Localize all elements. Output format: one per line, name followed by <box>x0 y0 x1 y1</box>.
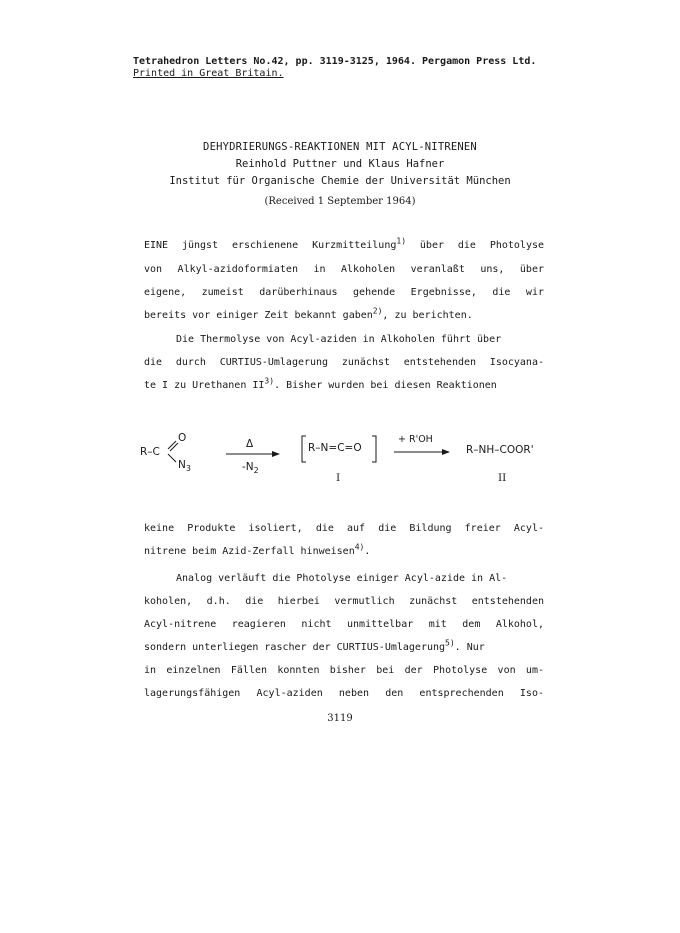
footnote-ref: 1) <box>396 236 407 246</box>
printed-notice: Printed in Great Britain. <box>133 68 284 79</box>
footnote-ref: 4) <box>354 542 365 552</box>
text-line: eigene, zumeist darüberhinaus gehende Ergebnisse, die wir <box>144 287 544 298</box>
isocyanate-intermediate: R–N=C=O <box>308 442 362 454</box>
text-line: von Alkyl-azidoformiaten in Alkoholen veranlaßt uns, über <box>144 264 544 275</box>
page-number: 3119 <box>327 713 353 724</box>
text-line: Analog verläuft die Photolyse einiger Acyl-azide in Al- <box>176 573 508 584</box>
article-institute: Institut für Organische Chemie der Universität München <box>169 175 511 187</box>
reaction-arrow-1 <box>226 450 280 458</box>
text-line: koholen, d.h. die hierbei vermutlich zunächst entstehenden <box>144 596 544 607</box>
text-line: bereits vor einiger Zeit bekannt gaben$^{2)}$, zu berichten. <box>144 306 473 321</box>
nitrogen-loss: $-N_2$ <box>242 461 259 476</box>
text-line: Acyl-nitrene reagieren nicht unmittelbar mit dem Alkohol, <box>144 619 544 630</box>
journal-header <box>133 56 536 80</box>
text-line: Die Thermolyse von Acyl-aziden in Alkoholen führt über <box>176 334 502 345</box>
footnote-ref: 5) <box>445 638 455 648</box>
reactant-rc: R–C <box>140 446 160 458</box>
journal-citation: Tetrahedron Letters No.42, pp. 3119-3125, 1964. Pergamon Press Ltd. <box>133 56 537 67</box>
received-date: (Received 1 September 1964) <box>264 196 416 207</box>
text-line: nitrene beim Azid-Zerfall hinweisen$^{4)}$. <box>144 542 371 557</box>
footnote-ref: 3) <box>264 376 275 386</box>
footnote-ref: 2) <box>372 306 383 316</box>
text-line: EINE jüngst erschienene Kurzmitteilung$^{1)}$ über die Photolyse <box>144 236 544 251</box>
text-line: die durch CURTIUS-Umlagerung zunächst entstehenden Isocyana- <box>144 357 544 368</box>
text-line: sondern unterliegen rascher der CURTIUS-Umlagerung$^{5)}$. Nur <box>144 638 485 653</box>
reactant-oxygen: O <box>178 432 187 444</box>
reactant-azide: $N_3$ <box>178 459 191 474</box>
reaction-arrow-2 <box>394 448 450 456</box>
text-line: in einzelnen Fällen konnten bisher bei der Photolyse von um- <box>144 665 544 676</box>
text-line: lagerungsfähigen Acyl-aziden neben den entsprechenden Iso- <box>144 688 544 699</box>
urethane-product: R–NH–COOR' <box>466 444 534 456</box>
text-line: keine Produkte isoliert, die auf die Bildung freier Acyl- <box>144 523 544 534</box>
product-label: II <box>498 472 507 484</box>
reaction-scheme <box>140 428 560 488</box>
article-authors: Reinhold Puttner und Klaus Hafner <box>235 158 445 170</box>
intermediate-label: I <box>336 472 341 484</box>
text-line: te I zu Urethanen II$^{3)}$. Bisher wurden bei diesen Reaktionen <box>144 376 497 391</box>
article-title: DEHYDRIERUNGS-REAKTIONEN MIT ACYL-NITRENEN <box>203 141 477 153</box>
alcohol-reagent: + R'OH <box>398 434 433 445</box>
heat-symbol: Δ <box>246 438 254 450</box>
